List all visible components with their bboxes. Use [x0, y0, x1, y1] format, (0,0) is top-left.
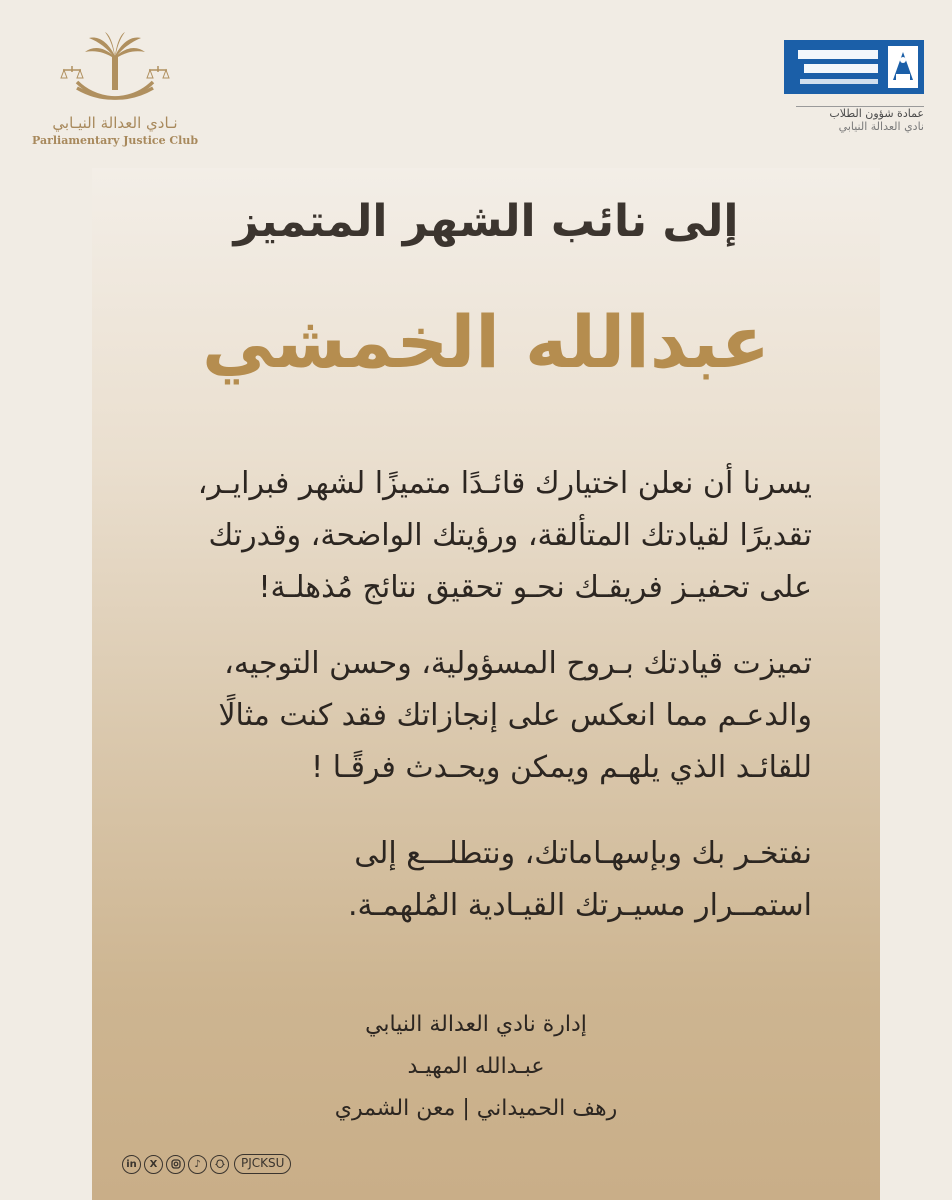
king-saud-university-logo-icon	[784, 36, 924, 98]
page-title: إلى نائب الشهر المتميز	[233, 196, 739, 247]
paragraph-3	[140, 828, 812, 932]
honoree-name: عبدالله الخمشي	[202, 300, 770, 384]
snapchat-icon[interactable]	[210, 1155, 229, 1174]
paragraph-1	[140, 458, 812, 614]
paragraph-line: والدعـم مما انعكس على إنجازاتك فقد كنت مثالًا	[218, 698, 812, 733]
paragraph-line: يسرنا أن نعلن اختيارك قائـدًا متميزًا لشهر فبرايـر،	[197, 466, 812, 501]
tiktok-icon[interactable]: ♪	[188, 1155, 207, 1174]
club-name-english: Parliamentary Justice Club	[31, 134, 199, 147]
club-name-arabic: نـادي العدالة النيـابي	[52, 114, 178, 132]
signature-block	[200, 1004, 752, 1130]
palm-swords-scales-icon	[55, 30, 175, 114]
social-handle[interactable]: PJCKSU	[234, 1154, 291, 1174]
club-label: نادي العدالة النيابي	[838, 120, 924, 133]
social-links	[122, 1153, 291, 1175]
deanship-label: عمادة شؤون الطلاب	[829, 107, 924, 120]
signature-president: عبـدالله المهيـد	[407, 1054, 545, 1079]
x-icon[interactable]: X	[144, 1155, 163, 1174]
paragraph-line: تميزت قيادتك بـروح المسؤولية، وحسن التوجيه،	[224, 646, 812, 681]
paragraph-line: للقائـد الذي يلهـم ويمكن ويحـدث فرقًـا !	[311, 750, 812, 785]
paragraph-2	[140, 638, 812, 794]
university-logo	[774, 36, 924, 133]
signature-organization: إدارة نادي العدالة النيابي	[365, 1012, 587, 1037]
instagram-icon[interactable]	[166, 1155, 185, 1174]
paragraph-line: استمــرار مسيـرتك القيـادية المُلهمـة.	[347, 888, 812, 923]
paragraph-line: نفتخـر بك وبإسهـاماتك، ونتطلـــع إلى	[354, 836, 812, 871]
paragraph-line: على تحفيـز فريقـك نحـو تحقيق نتائج مُذهلـة!	[258, 570, 812, 605]
club-logo	[30, 30, 200, 147]
signature-members: رهف الحميداني | معن الشمري	[334, 1096, 618, 1121]
paragraph-line: تقديرًا لقيادتك المتألقة، ورؤيتك الواضحة، وقدرتك	[208, 518, 812, 553]
linkedin-icon[interactable]: in	[122, 1155, 141, 1174]
